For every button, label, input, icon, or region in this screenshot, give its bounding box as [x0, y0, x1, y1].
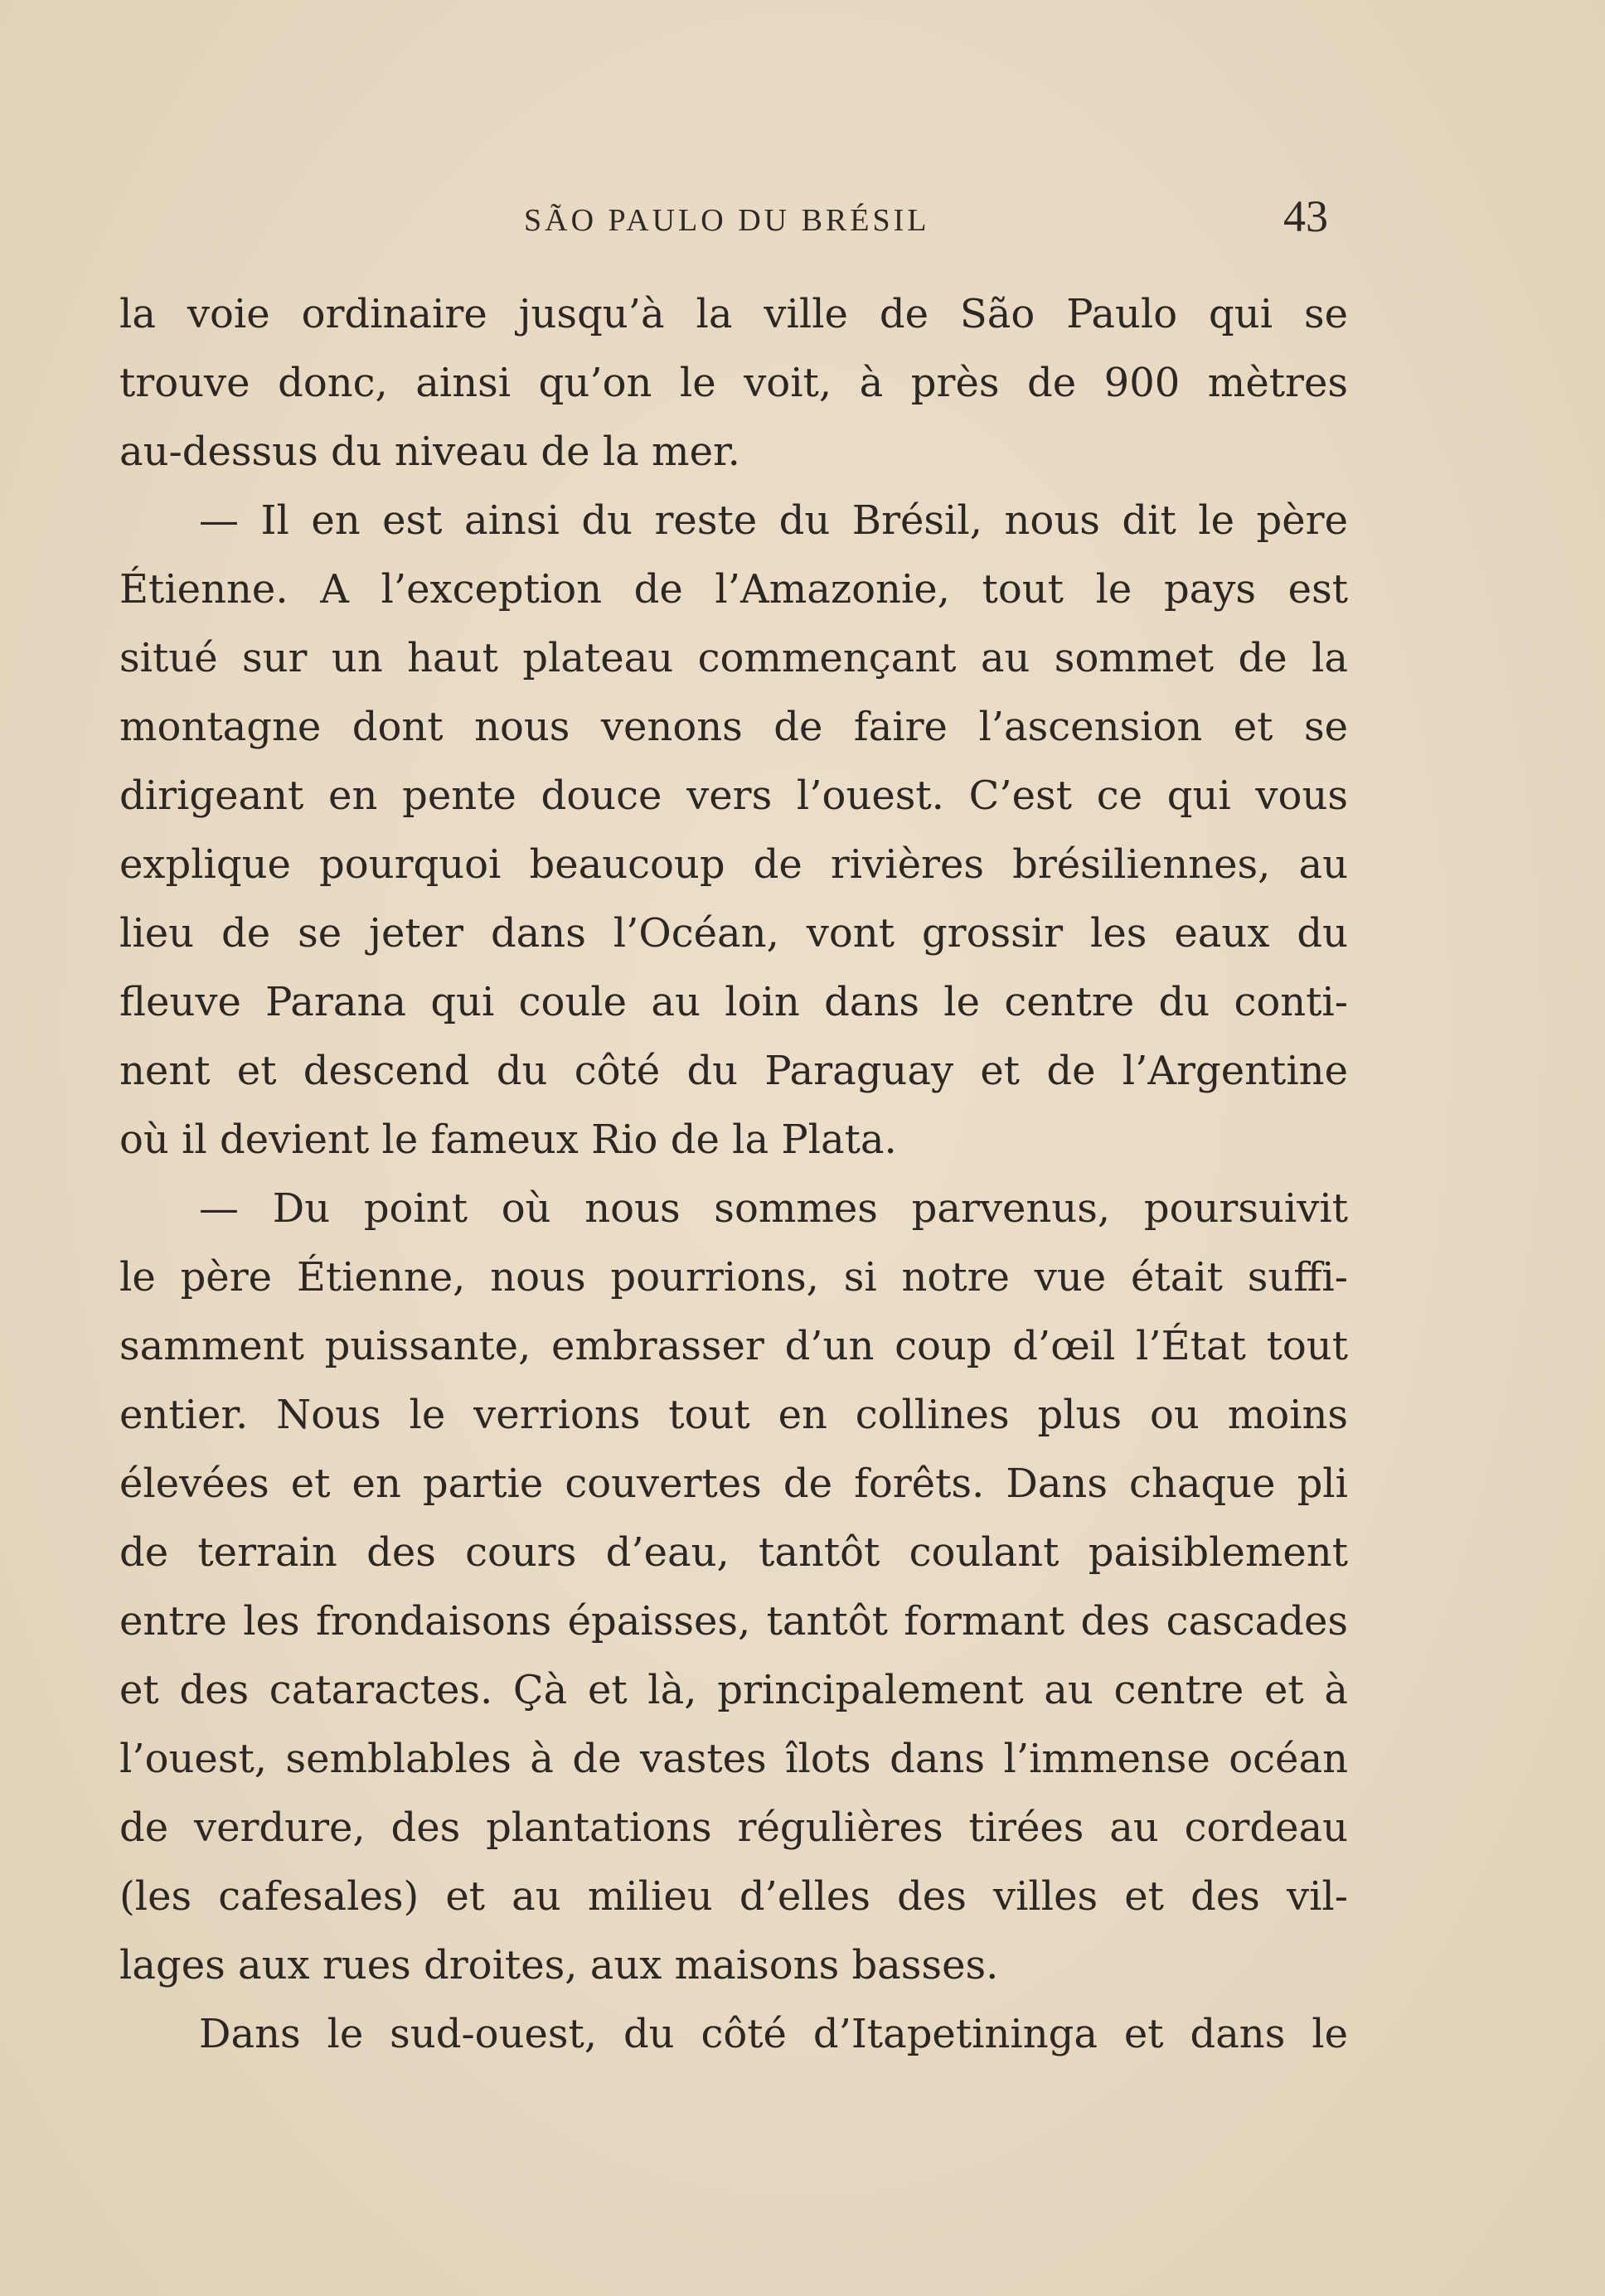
text-line: lages aux rues droites, aux maisons basses.: [119, 1942, 999, 1988]
text-line: au-dessus du niveau de la mer.: [119, 429, 740, 475]
text-line: — Il en est ainsi du reste du Brésil, nous dit le père: [199, 497, 1348, 544]
text-line: lieu de se jeter dans l’Océan, vont grossir les eaux du: [119, 910, 1348, 957]
text-line: Dans le sud-ouest, du côté d’Itapetininga et dans le: [199, 2011, 1348, 2057]
text-line: entier. Nous le verrions tout en collines plus ou moins: [119, 1392, 1348, 1438]
text-line: — Du point où nous sommes parvenus, poursuivit: [199, 1185, 1348, 1232]
text-line: de terrain des cours d’eau, tantôt coulant paisiblement: [119, 1529, 1348, 1576]
text-line: entre les frondaisons épaisses, tantôt formant des cascades: [119, 1598, 1348, 1644]
running-head: [0, 191, 1605, 249]
body-text: [119, 280, 1348, 2069]
text-line: Étienne. A l’exception de l’Amazonie, tout le pays est: [119, 566, 1348, 613]
text-line: la voie ordinaire jusqu’à la ville de São Paulo qui se: [119, 291, 1348, 337]
text-line: de verdure, des plantations régulières tirées au cordeau: [119, 1804, 1348, 1851]
text-line: explique pourquoi beaucoup de rivières brésiliennes, au: [119, 841, 1348, 888]
text-line: situé sur un haut plateau commençant au sommet de la: [119, 635, 1348, 681]
running-head-title: SÃO PAULO DU BRÉSIL: [524, 203, 930, 238]
text-line: trouve donc, ainsi qu’on le voit, à près de 900 mètres: [119, 360, 1348, 406]
text-line: fleuve Parana qui coule au loin dans le centre du conti-: [119, 979, 1348, 1025]
text-line: où il devient le fameux Rio de la Plata.: [119, 1117, 897, 1163]
text-line: l’ouest, semblables à de vastes îlots dans l’immense océan: [119, 1736, 1348, 1782]
text-line: montagne dont nous venons de faire l’ascension et se: [119, 704, 1348, 750]
text-line: nent et descend du côté du Paraguay et de l’Argentine: [119, 1048, 1348, 1094]
text-line: samment puissante, embrasser d’un coup d’œil l’État tout: [119, 1323, 1348, 1369]
text-line: (les cafesales) et au milieu d’elles des villes et des vil-: [119, 1873, 1348, 1920]
text-line: le père Étienne, nous pourrions, si notre vue était suffi-: [119, 1254, 1348, 1301]
text-line: et des cataractes. Çà et là, principalement au centre et à: [119, 1667, 1348, 1713]
text-line: élevées et en partie couvertes de forêts. Dans chaque pli: [119, 1460, 1348, 1507]
text-line: dirigeant en pente douce vers l’ouest. C’est ce qui vous: [119, 773, 1348, 819]
page-number: 43: [1283, 191, 1328, 241]
